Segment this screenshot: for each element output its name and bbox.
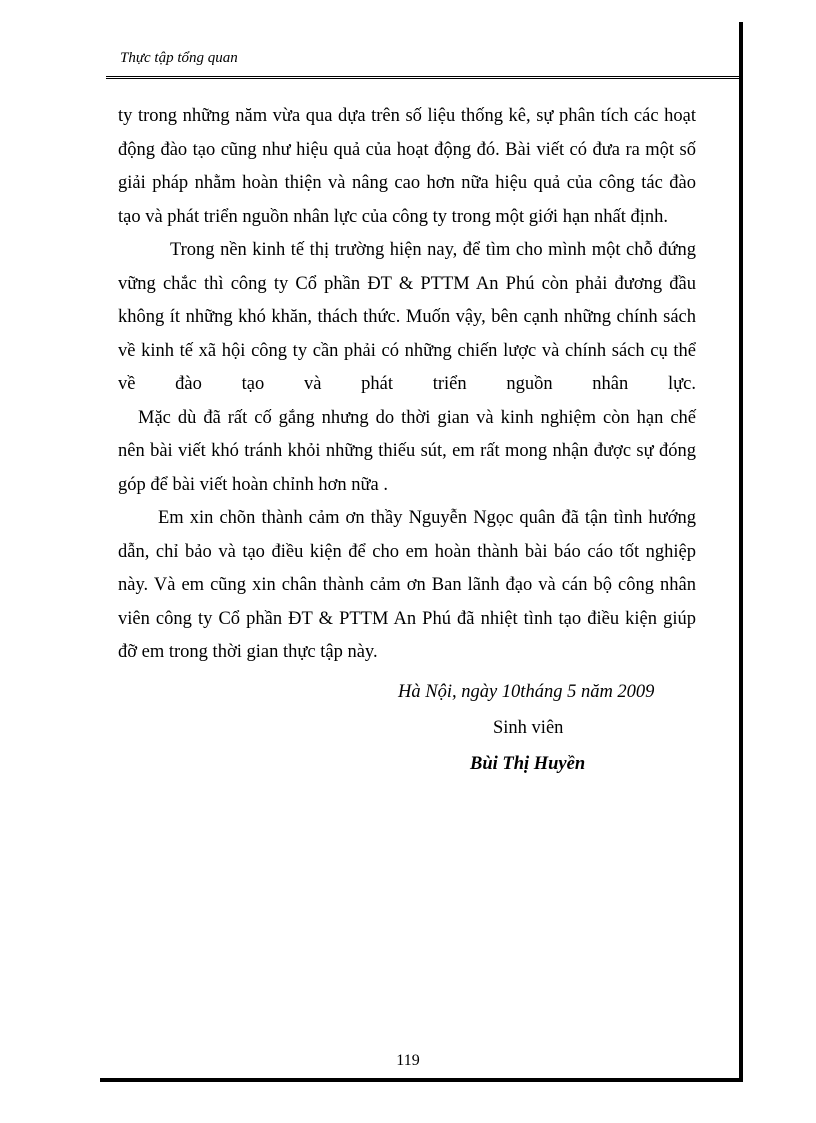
text-line: góp để bài viết hoàn chỉnh hơn nữa . — [118, 474, 389, 495]
text-line: này. Và em cũng xin chân thành cảm ơn Ban lãnh đạo và cán bộ công nhân — [118, 575, 696, 595]
text-line: đỡ em trong thời gian thực tập này. — [118, 642, 378, 662]
text-line: tạo và phát triển nguồn nhân lực của công ty trong một giới hạn nhất định. — [118, 206, 669, 227]
signature-date: Hà Nội, ngày 10tháng 5 năm 2009 — [398, 682, 655, 702]
text-line: không ít những khó khăn, thách thức. Muốn vậy, bên cạnh những chính sách — [118, 307, 696, 327]
text-line: về kinh tế xã hội công ty cần phải có những chiến lược và chính sách cụ thể — [118, 340, 696, 361]
signature-role: Sinh viên — [493, 718, 564, 738]
text-line: ty trong những năm vừa qua dựa trên số liệu thống kê, sự phân tích các hoạt — [118, 106, 696, 126]
text-line: về đào tạo và phát triển nguồn nhân lực. — [118, 374, 696, 394]
text-line: giải pháp nhằm hoàn thiện và nâng cao hơn nữa hiệu quả của công tác đào — [118, 173, 696, 193]
text-line: dẫn, chỉ bảo và tạo điều kiện để cho em hoàn thành bài báo cáo tốt nghiệp — [118, 541, 696, 562]
text-line: viên công ty Cổ phần ĐT & PTTM An Phú đã nhiệt tình tạo điều kiện giúp — [118, 608, 696, 629]
paragraph-acknowledgement — [118, 502, 696, 670]
text-line: động đào tạo cũng như hiệu quả của hoạt động đó. Bài viết có đưa ra một số — [118, 139, 696, 160]
text-line: Mặc dù đã rất cố gắng nhưng do thời gian và kinh nghiệm còn hạn chế — [138, 407, 696, 428]
text-line: Trong nền kinh tế thị trường hiện nay, để tìm cho mình một chỗ đứng — [170, 240, 696, 260]
paragraph-limitations — [118, 402, 696, 503]
signature-name: Bùi Thị Huyền — [470, 754, 586, 774]
running-header: Thực tập tổng quan — [120, 50, 238, 66]
body-text — [118, 100, 696, 670]
page-number: 119 — [396, 1052, 420, 1069]
text-line: nên bài viết khó tránh khỏi những thiếu sút, em rất mong nhận được sự đóng — [118, 441, 696, 461]
text-line: vững chắc thì công ty Cổ phần ĐT & PTTM An Phú còn phải đương đầu — [118, 273, 696, 294]
text-line: Em xin chõn thành cảm ơn thầy Nguyễn Ngọc quân đã tận tình hướng — [158, 508, 696, 528]
header-divider — [106, 76, 743, 79]
paragraph-market-context — [118, 234, 696, 402]
paragraph-summary — [118, 100, 696, 234]
